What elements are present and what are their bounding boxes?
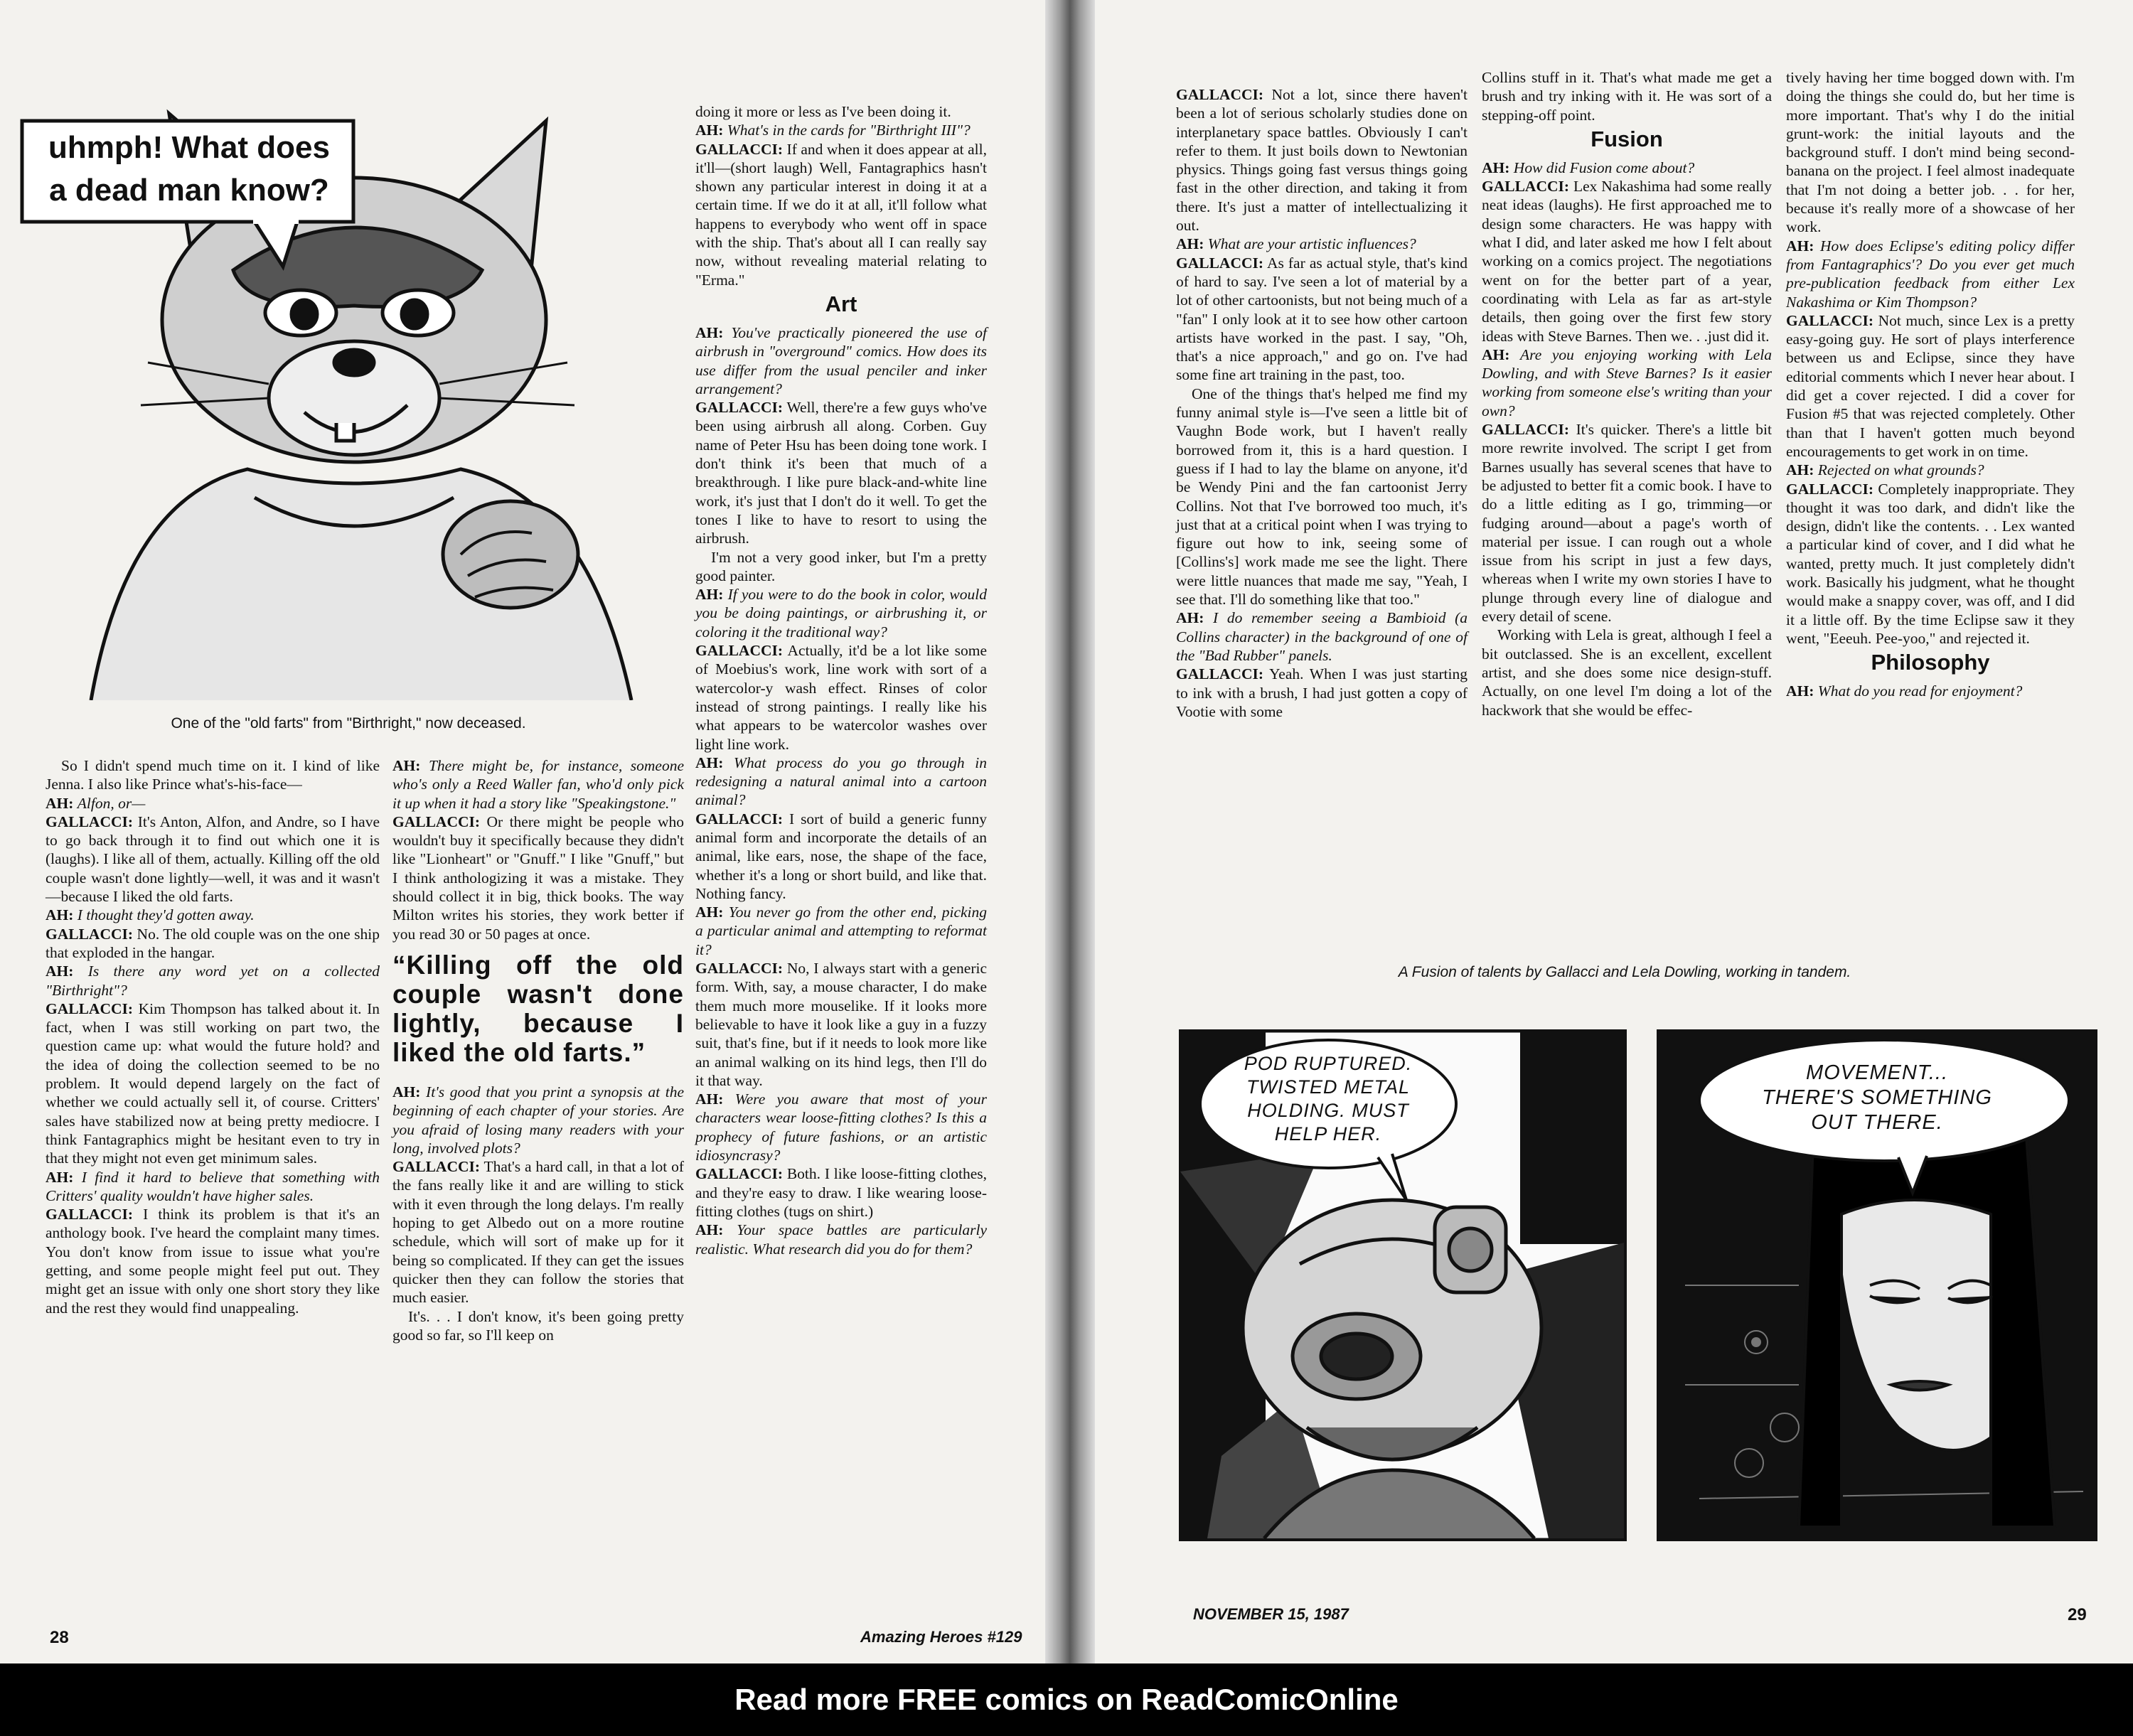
speaker-label: AH: — [46, 963, 74, 980]
speaker-label: AH: — [392, 757, 421, 774]
speaker-label: GALLACCI: — [46, 813, 134, 830]
gallacci-answer — [1482, 177, 1772, 345]
balloon-text — [26, 127, 353, 212]
body-text: I think its problem is that it's an anthology book. I've heard the complaint many times. You don't know from issue to issue what you're getting, and some people might feel put out. They might get an issue with only one short story they like and the rest they would find unappealing. — [46, 1206, 380, 1317]
panel-1-balloon-text — [1207, 1052, 1449, 1146]
speaker-label: AH: — [46, 794, 74, 812]
right-column-1 — [1176, 85, 1468, 721]
gallacci-answer — [46, 925, 380, 963]
speaker-label: GALLACCI: — [392, 1158, 481, 1176]
speaker-label: AH: — [695, 904, 724, 921]
interviewer-question — [1786, 682, 2075, 700]
speaker-label: AH: — [46, 1168, 74, 1186]
interviewer-question — [695, 754, 987, 810]
pull-quote: “Killing off the old couple wasn't done lightly, because I liked the old farts.” — [392, 950, 684, 1067]
body-text: No, I always start with a generic form. With, say, a mouse character, I do make them much more mouselike. If it looks more believable to have it look like a guy in a fuzzy suit, that's fine, but if it needs to look more like an animal walking on its hind legs, then I'll do it that way. — [695, 960, 988, 1089]
body-text: No. The old couple was on the one ship that exploded in the hangar. — [46, 925, 380, 961]
interviewer-question — [695, 1090, 987, 1164]
binding-gutter — [1045, 0, 1095, 1663]
gallacci-answer — [392, 813, 684, 943]
running-foot-left: Amazing Heroes #129 — [860, 1628, 1022, 1646]
speaker-label: AH: — [46, 906, 74, 924]
gallacci-answer — [46, 1205, 380, 1317]
body-text: As far as actual style, that's kind of hard to say. I've seen a lot of material by a lot of other cartoonists, but not being much of a "fan" I only look at it to see how other cartoon artists have worked in the past. I say, "Oh, that's a nice approach," and go on. I've had some fine art training in the past, too. — [1176, 254, 1468, 384]
question-text: You never go from the other end, picking a particular animal and attempting to reformat it? — [695, 904, 988, 958]
body-text: It's. . . I don't know, it's been going pretty good so far, so I'll keep on — [392, 1307, 684, 1344]
body-text: Well, there're a few guys who've been using airbrush all along. Corben. Guy name of Peter Hsu has been doing tone work. I don't think it's been that much of a breakthrough. I like pure black-and-white line work, it's just that I don't do it well. To get the tones I like to have to resort to using the airbrush. — [695, 399, 987, 547]
gallacci-answer — [46, 1000, 380, 1168]
speaker-label: AH: — [1786, 237, 1814, 254]
question-text: Is there any word yet on a collected "Birthright"? — [46, 963, 380, 999]
page-number-right: 29 — [2068, 1605, 2087, 1624]
left-column-3 — [695, 102, 987, 1258]
panel-2-line: THERE'S SOMETHING — [1762, 1086, 1992, 1109]
body-text: That's a hard call, in that a lot of the fans really like it and are willing to stick with it even through the long delays. I'm really hoping to get Albedo out on a more routine schedule, which will sort of make up for it being so complicated. If they can get the issues quicker then they can follow the stories that much easier. — [392, 1158, 684, 1307]
speaker-label: GALLACCI: — [1176, 86, 1264, 103]
question-text: Were you aware that most of your characters wear loose-fitting clothes? Is this a prophecy of future fashions, or an artistic idiosyncrasy? — [695, 1091, 987, 1164]
question-text: How does Eclipse's editing policy differ from Fantagraphics'? Do you ever get much pre-publication feedback from either Lex Nakashima or Kim Thompson? — [1786, 237, 2075, 311]
speaker-label: GALLACCI: — [46, 925, 134, 943]
left-page — [0, 0, 1045, 1663]
article-paragraph — [392, 1307, 684, 1345]
question-text: Your space battles are particularly realistic. What research did you do for them? — [695, 1221, 987, 1258]
question-text: How did Fusion come about? — [1513, 159, 1695, 176]
interviewer-question — [695, 323, 987, 398]
right-page — [1095, 0, 2133, 1663]
panel-1-line: HOLDING. MUST — [1247, 1100, 1409, 1121]
gallacci-answer — [695, 140, 987, 289]
gallacci-answer — [695, 398, 987, 547]
speaker-label: AH: — [1176, 609, 1204, 627]
article-paragraph — [1786, 68, 2075, 237]
body-text: So I didn't spend much time on it. I kind of like Jenna. I also like Prince what's-his-face— — [46, 757, 380, 793]
body-text: I'm not a very good inker, but I'm a pretty good painter. — [695, 548, 987, 584]
speaker-label: AH: — [392, 1083, 421, 1100]
question-text: I do remember seeing a Bambioid (a Collins character) in the background of one of the "Bad Rubber" panels. — [1176, 609, 1468, 664]
question-text: Rejected on what grounds? — [1817, 461, 1984, 479]
body-text: Yeah. When I was just starting to ink with a brush, I had just gotten a copy of Vootie with some — [1176, 665, 1468, 720]
gallacci-answer — [695, 641, 987, 754]
speaker-label: GALLACCI: — [695, 810, 784, 827]
body-text: If and when it does appear at all, it'll—(short laugh) Well, Fantagraphics hasn't shown any particular interest in doing it at a certain time. If we do it at all, it'll follow what happens to everybody who went off in space with the ship. That's about all I can really say now, without revealing material relating to "Erma." — [695, 140, 987, 289]
section-heading: Fusion — [1591, 126, 1663, 151]
speaker-label: GALLACCI: — [1786, 480, 1874, 498]
speaker-label: AH: — [1786, 461, 1814, 479]
gallacci-answer — [1786, 311, 2075, 461]
speaker-label: GALLACCI: — [1786, 311, 1874, 329]
question-text: I thought they'd gotten away. — [77, 906, 255, 924]
body-text: Not a lot, since there haven't been a lot of serious scholarly studies done on interplanetary space battles. Obviously I can't refer to them. It just boils down to Newtonian physics. Things going fast versus things going fast in the other direction, and taking it from there. It's just a matter of intellectualizing it out. — [1176, 86, 1468, 235]
gallacci-answer — [1176, 254, 1468, 385]
speaker-label: AH: — [695, 122, 724, 139]
question-text: There might be, for instance, someone who's only a Reed Waller fan, who'd only pick it up when it had a story like "Speakingstone." — [392, 757, 684, 812]
question-text: If you were to do the book in color, would you be doing paintings, or airbrushing it, or coloring it the traditional way? — [695, 586, 988, 641]
interviewer-question — [46, 1168, 380, 1206]
speaker-label: GALLACCI: — [1176, 665, 1264, 683]
comic-caption: A Fusion of talents by Gallacci and Lela Dowling, working in tandem. — [1398, 964, 1851, 980]
speaker-label: GALLACCI: — [392, 813, 481, 830]
left-column-2-top — [392, 756, 684, 943]
question-text: What's in the cards for "Birthright III"? — [727, 122, 971, 139]
interviewer-question — [1176, 609, 1468, 665]
speaker-label: GALLACCI: — [695, 960, 784, 977]
speaker-label: GALLACCI: — [46, 1000, 134, 1017]
gallacci-answer — [695, 810, 987, 903]
body-text: Collins stuff in it. That's what made me get a brush and try inking with it. He was sort of a stepping-off point. — [1482, 69, 1772, 124]
interviewer-question — [1482, 345, 1772, 420]
gallacci-answer — [1786, 480, 2075, 648]
body-text: tively having her time bogged down with. I'm doing the things she could do, but her time is more important. That's why I do the initial grunt-work: the initial layouts and the background stuff. I don't mind being second-banana on the project. I feel almost inadequate that I'm not doing a better job. . . for her, because it's really more of a showcase of her work. — [1786, 69, 2075, 236]
article-paragraph — [695, 102, 987, 121]
gallacci-answer — [695, 1164, 987, 1221]
left-column-2 — [392, 756, 684, 1344]
speaker-label: AH: — [1482, 345, 1510, 363]
panel-1-line: HELP HER. — [1274, 1123, 1382, 1145]
gallacci-answer — [46, 813, 380, 906]
question-text: I find it hard to believe that something with Critters' quality wouldn't have higher sales. — [46, 1168, 380, 1204]
speaker-label: AH: — [695, 1091, 724, 1108]
body-text: Kim Thompson has talked about it. In fact, when I was still working on part two, the question came up: what would the future hold? and the idea of doing the collection seemed to be no problem. It would depend largely on the fact of whether we could actually sell it, of course. Critters' sales have stabilized now at being pretty mediocre. I think Fantagraphics might be hesitant even to try in that they might not even get minimum sales. — [46, 1000, 380, 1167]
article-paragraph — [1482, 626, 1772, 719]
left-column-1 — [46, 756, 380, 1317]
interviewer-question — [1176, 235, 1468, 253]
body-text: Working with Lela is great, although I feel a bit outclassed. She is an excellent, excellent artist, and she does some nice design-stuff. Actually, on one level I'm doing a lot of the hackwork that she would be effec- — [1482, 626, 1772, 719]
panel-2-line: MOVEMENT... — [1805, 1061, 1949, 1084]
article-paragraph — [1482, 68, 1772, 124]
section-heading: Philosophy — [1871, 650, 1990, 675]
speaker-label: AH: — [695, 754, 724, 771]
speaker-label: GALLACCI: — [1482, 178, 1570, 195]
speaker-label: GALLACCI: — [46, 1206, 134, 1223]
footer-banner[interactable] — [0, 1663, 2133, 1736]
question-text: What process do you go through in redesigning a natural animal into a cartoon animal? — [695, 754, 987, 809]
interviewer-question — [695, 1221, 987, 1258]
question-text: You've practically pioneered the use of airbrush in "overground" comics. How does its use differ from the usual penciler and inker arrangement? — [695, 323, 987, 397]
gallacci-answer — [1482, 420, 1772, 626]
section-heading: Art — [825, 291, 857, 316]
gallacci-answer — [695, 959, 987, 1090]
speaker-label: AH: — [695, 323, 724, 341]
body-text: One of the things that's helped me find my funny animal style is—I've seen a little bit of Vaughn Bode work, but I haven't really borrowed from it, this is a hard question. I guess if I had to lay the blame on anyone, it'd be Wendy Pini and the fan cartoonist Jerry Collins. Not that I've borrowed too much, it's just that at a critical point when I was trying to figure out how to ink, seeing some of [Collins's] work made me see the light. There were little nuances that made me say, "Yeah, I see that. I'll do something like that too." — [1176, 385, 1468, 609]
right-column-2 — [1482, 68, 1772, 719]
gallacci-answer — [1176, 665, 1468, 721]
panel-2-balloon-text — [1699, 1061, 2055, 1135]
speaker-label: GALLACCI: — [695, 399, 784, 417]
body-text: doing it more or less as I've been doing it. — [695, 103, 951, 120]
speaker-label: GALLACCI: — [695, 642, 784, 660]
speaker-label: AH: — [695, 1221, 724, 1239]
question-text: It's good that you print a synopsis at the beginning of each chapter of your stories. Are you afraid of losing many readers with your long, involved plots? — [392, 1083, 684, 1157]
balloon-line-2: a dead man know? — [49, 173, 329, 208]
left-column-2-bottom — [392, 1083, 684, 1344]
speaker-label: AH: — [695, 586, 724, 604]
interviewer-question — [695, 121, 987, 139]
body-text: It's Anton, Alfon, and Andre, so I have to go back through it to find out which one it is (laughs). I like all of them, actually. Killing off the old couple wasn't done lightly—well, it was and it wasn't—because I liked the old farts. — [46, 813, 380, 906]
panel-1-line: POD RUPTURED. — [1244, 1053, 1413, 1074]
interviewer-question — [695, 585, 987, 641]
panel-2-line: OUT THERE. — [1811, 1111, 1943, 1134]
body-text: I sort of build a generic funny animal form and incorporate the details of an animal, like ears, nose, the shape of the face, whether it's a long or short build, and like that. Nothing fancy. — [695, 810, 988, 902]
interviewer-question — [1482, 159, 1772, 177]
speaker-label: GALLACCI: — [695, 1165, 784, 1183]
speaker-label: GALLACCI: — [1482, 421, 1570, 439]
speaker-label: AH: — [1482, 159, 1510, 176]
speaker-label: AH: — [1786, 682, 1814, 700]
running-foot-right: NOVEMBER 15, 1987 — [1193, 1605, 1349, 1623]
body-text: Lex Nakashima had some really neat ideas (laughs). He first approached me to design some characters. He was happy with what I did, and later asked me how I felt about working on a comics project. The negotiations went on for the better part of a year, coordinating with Lela as far as art-style details, then going over the first few story ideas with Steve Barnes. Then we. . .just did it. — [1482, 178, 1772, 345]
interviewer-question — [1786, 461, 2075, 479]
body-text: It's quicker. There's a little bit more rewrite involved. The script I get from Barnes usually has several scenes that have to be adjusted to better fit a comic book. I have to do a little editing as I go, trimming—or fudging around—about a page's worth of material per issue. I can rough out a whole issue from his script in just a few days, whereas when I write my own stories I have to plunge through every line of dialogue and every detail of scene. — [1482, 421, 1772, 626]
question-text: What are your artistic influences? — [1207, 235, 1416, 253]
panel-1-line: TWISTED METAL — [1246, 1076, 1410, 1098]
interviewer-question — [695, 903, 987, 959]
interviewer-question — [46, 906, 380, 924]
speaker-label: GALLACCI: — [1176, 254, 1264, 272]
speaker-label: AH: — [1176, 235, 1204, 253]
article-paragraph — [46, 756, 380, 794]
footer-banner-text[interactable]: Read more FREE comics on ReadComicOnline — [734, 1683, 1399, 1716]
body-text: Both. I like loose-fitting clothes, and they're easy to draw. I like wearing loose-fitting clothes (tugs on shirt.) — [695, 1165, 987, 1220]
right-column-3 — [1786, 68, 2075, 701]
question-text: Alfon, or— — [77, 794, 146, 812]
article-paragraph — [1176, 385, 1468, 609]
question-text: What do you read for enjoyment? — [1817, 682, 2023, 700]
interviewer-question — [392, 756, 684, 813]
illustration-caption: One of the "old farts" from "Birthright," now deceased. — [171, 715, 526, 732]
speaker-label: GALLACCI: — [695, 140, 784, 158]
interviewer-question — [46, 794, 380, 813]
body-text: Or there might be people who wouldn't buy it specifically because they didn't like "Lionheart" or "Gnuff." I like "Gnuff," but I think anthologizing it was a mistake. They should collect it in big, thick books. The way Milton writes his stories, they work better if you read 30 or 50 pages at once. — [392, 813, 685, 943]
interviewer-question — [46, 962, 380, 1000]
body-text: Not much, since Lex is a pretty easy-going guy. He sort of plays interference between us and Eclipse, since they have editorial comments which I never hear about. I did get a cover rejected. I did a cover for Fusion #5 that was rejected completely. Other than that I haven't gotten much beyond encouragements to get work in on time. — [1786, 311, 2075, 460]
article-paragraph — [695, 548, 987, 586]
interviewer-question — [1786, 237, 2075, 311]
body-text: Actually, it'd be a lot like some of Moebius's work, line work with sort of a watercolor-y wash effect. Rinses of color instead of strong paintings. I really like his what appears to be watercolor washes over light line work. — [695, 642, 987, 753]
interviewer-question — [392, 1083, 684, 1157]
page-number-left: 28 — [50, 1628, 69, 1647]
balloon-line-1: uhmph! What does — [48, 130, 330, 165]
body-text: Completely inappropriate. They thought it was too dark, and didn't like the design, didn't like the contents. . . Lex wanted a particular kind of cover, and I did what he wanted, pretty much. It just completely didn't work. Basically his judgment, what he thought would make a snappy cover, was off, and I did it a little off. By the time Eclipse saw it they went, "Eeeuh. Pee-yoo," and rejected it. — [1786, 480, 2075, 647]
gallacci-answer — [392, 1157, 684, 1307]
question-text: Are you enjoying working with Lela Dowling, and with Steve Barnes? Is it easier working from someone else's writing than your own? — [1482, 345, 1772, 419]
gallacci-answer — [1176, 85, 1468, 235]
